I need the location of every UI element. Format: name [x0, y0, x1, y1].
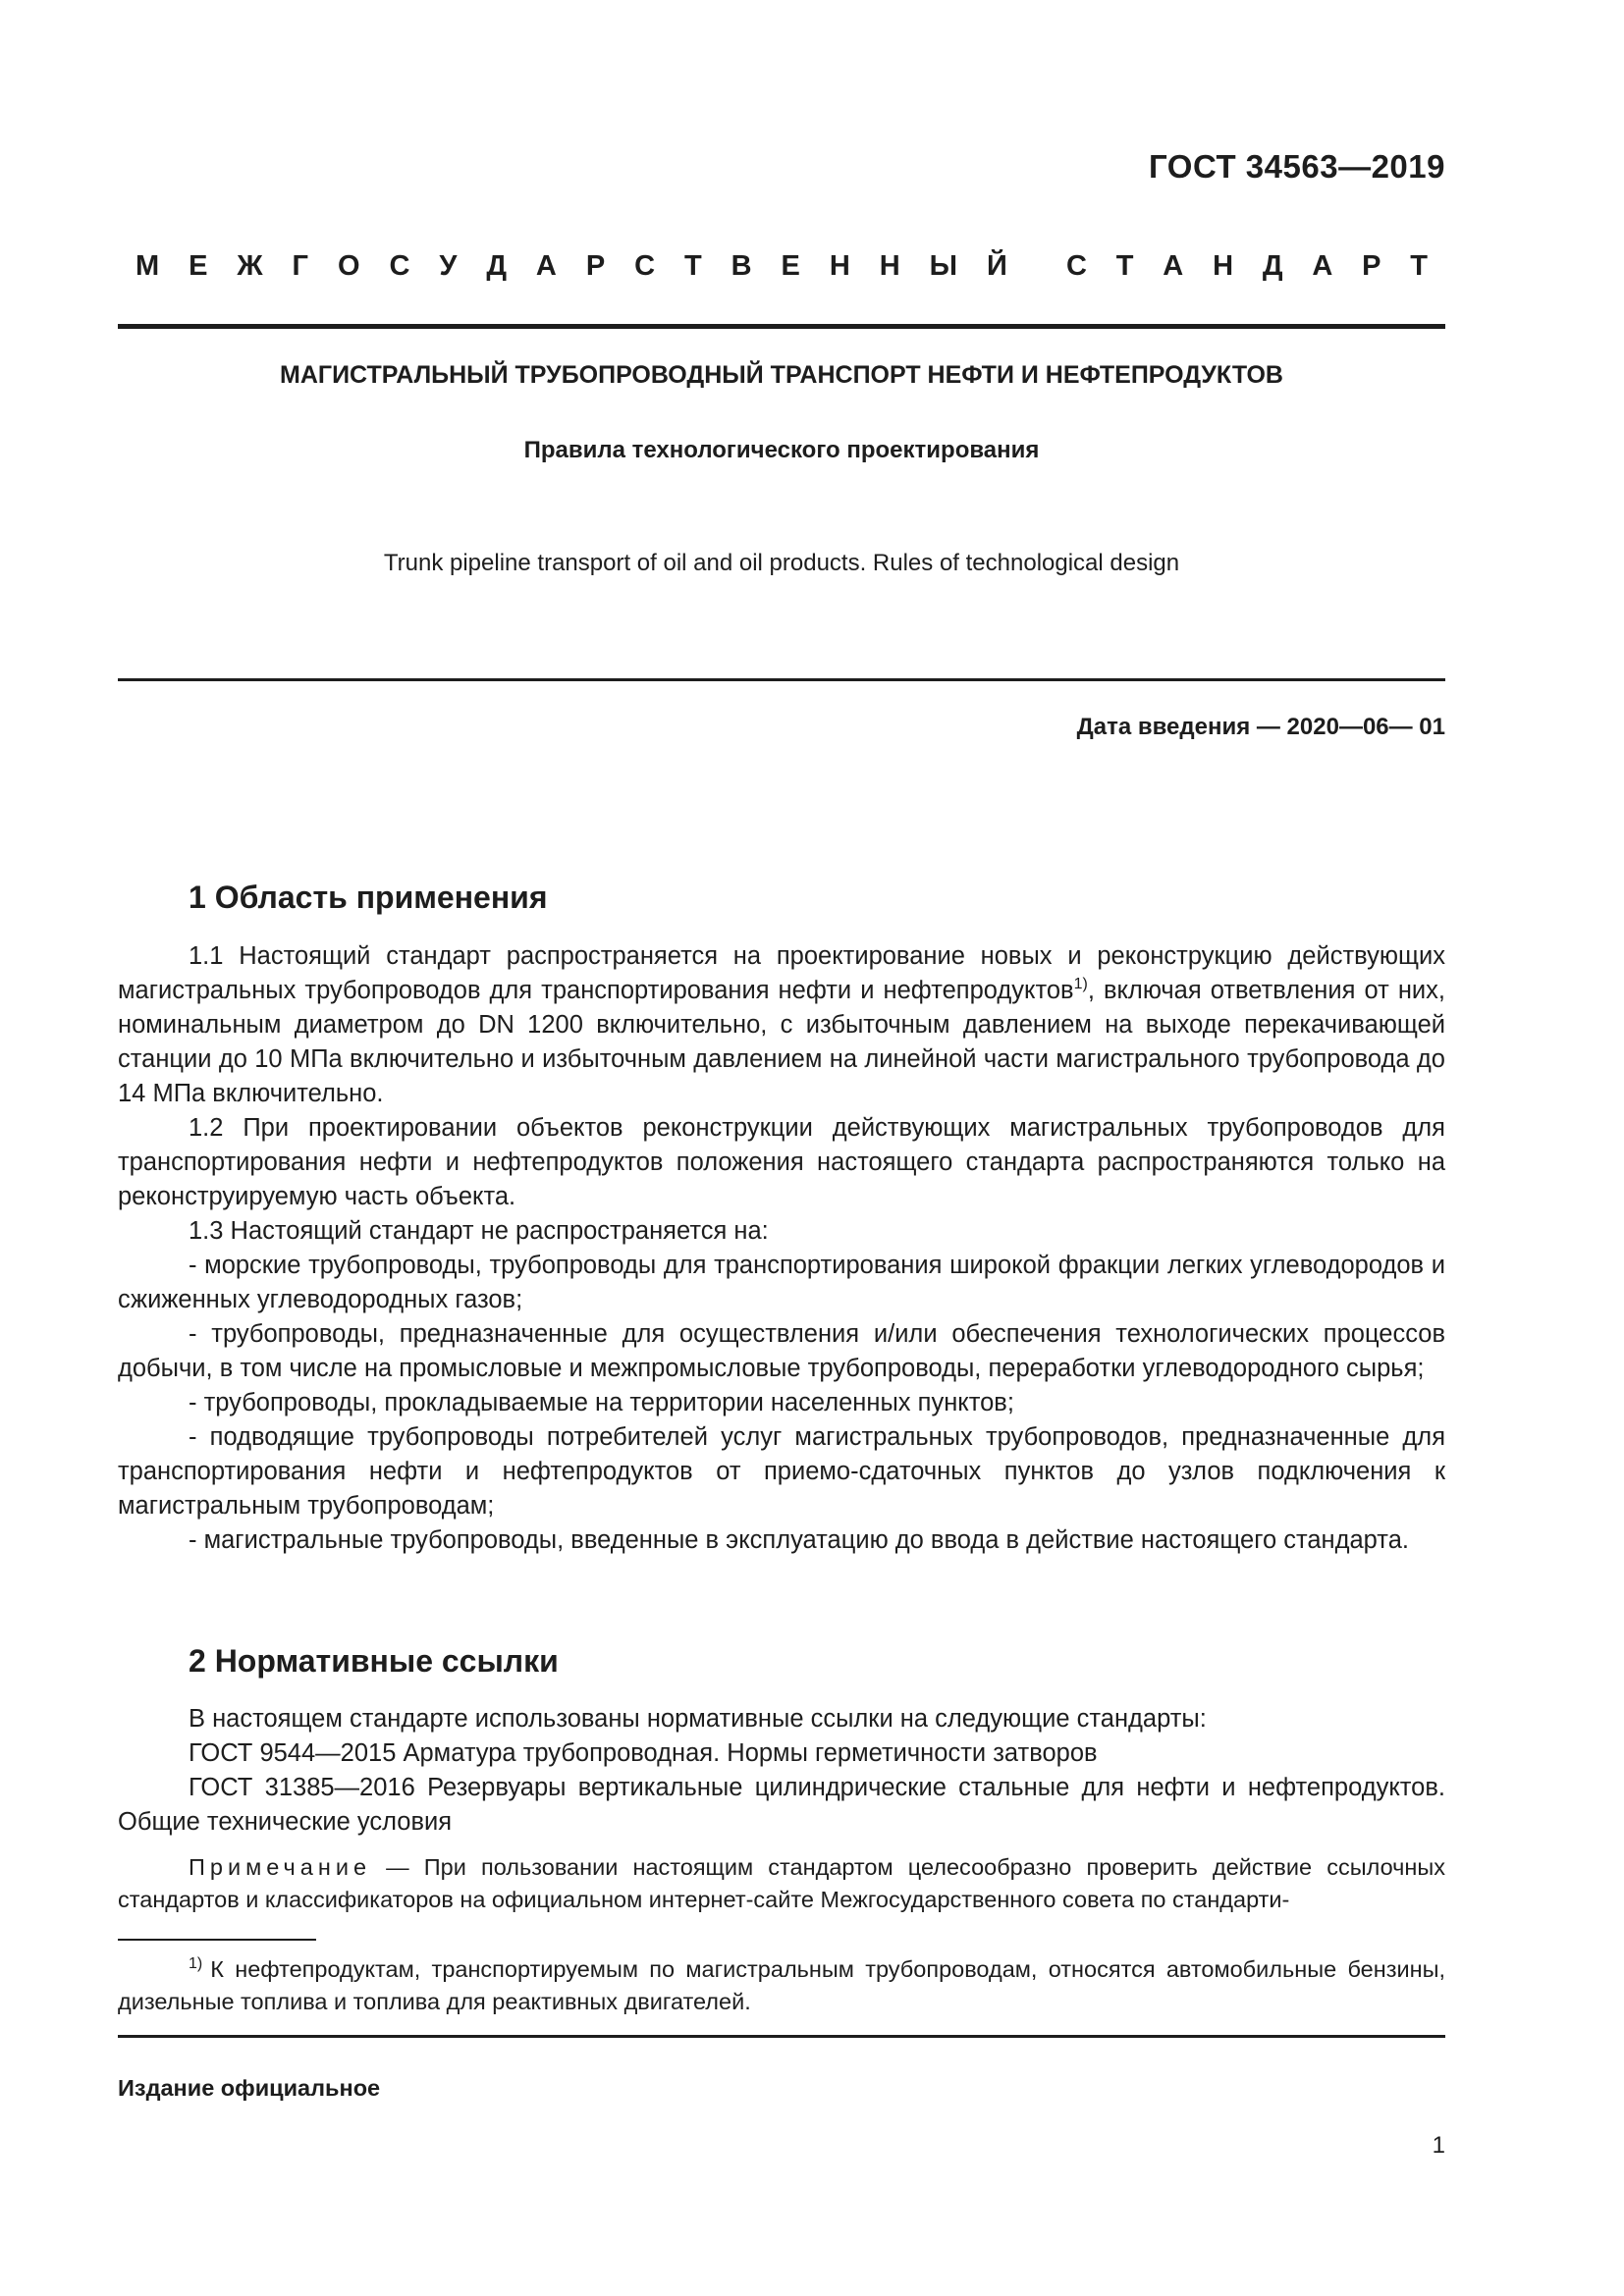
paragraph-text: , включая ответвления от них, номинальным диаметром до DN 1200 включительно, с избыточным давлением на выходе перекачивающей станции до 10 МПа включительно и избыточным давлением на линейной части магистрального трубопровода до 14 МПа включительно. — [118, 977, 1446, 1107]
footnote-mark: 1) — [189, 1955, 203, 1972]
kind-letter: Н — [1213, 250, 1234, 282]
footnote-rule — [118, 1939, 316, 1941]
paragraph-1-2: 1.2 При проектировании объектов реконструкции действующих магистральных трубопроводов для транспортирования нефти и нефтепродуктов положения настоящего стандарта распространяются только на реконструируемую часть объекта. — [118, 1114, 1445, 1210]
reference-item: ГОСТ 31385—2016 Резервуары вертикальные цилиндрические стальные для нефти и нефтепродуктов. Общие технические условия — [118, 1774, 1445, 1836]
document-subtitle: Правила технологического проектирования — [523, 437, 1040, 463]
references-intro: В настоящем стандарте использованы нормативные ссылки на следующие стандарты: — [189, 1705, 1207, 1733]
kind-letter: Т — [1115, 250, 1134, 282]
paragraph-text: 1.1 Настоящий стандарт распространяется на проектирование новых и реконструкцию действующих магистральных трубопроводов для транспортирования нефти и нефтепродуктов — [118, 942, 1445, 1004]
kind-letter: Р — [1362, 250, 1381, 282]
kind-letter: С — [1066, 250, 1087, 282]
header-rule — [118, 324, 1445, 329]
list-item: - магистральные трубопроводы, введенные в эксплуатацию до ввода в действие настоящего стандарта. — [189, 1526, 1409, 1554]
introduction-date: Дата введения — 2020—06— 01 — [1076, 714, 1445, 740]
kind-letter: Т — [683, 250, 702, 282]
standard-kind-word-interstate — [135, 250, 1007, 283]
paragraph-1-1 — [118, 939, 1445, 1111]
document-page — [118, 0, 1445, 2296]
kind-letter: Н — [829, 250, 850, 282]
section-body-references — [118, 1702, 1445, 1840]
note-text: — При пользовании настоящим стандартом целесообразно проверить действие ссылочных стандартов и классификаторов на официальном интернет-сайте Межгосударственного совета по стандарти- — [118, 1854, 1445, 1912]
kind-letter: М — [135, 250, 160, 282]
note-label: Примечание — [189, 1854, 372, 1880]
kind-letter: Д — [1262, 250, 1283, 282]
kind-letter: Е — [189, 250, 208, 282]
page-number: 1 — [1432, 2132, 1445, 2159]
footnote — [118, 1953, 1445, 2018]
kind-letter: Ы — [929, 250, 957, 282]
kind-letter: Ж — [237, 250, 263, 282]
list-item: - трубопроводы, прокладываемые на территории населенных пунктов; — [189, 1389, 1014, 1416]
kind-letter: В — [731, 250, 752, 282]
kind-letter: А — [535, 250, 557, 282]
title-rule — [118, 678, 1445, 681]
document-title-english: Trunk pipeline transport of oil and oil products. Rules of technological design — [383, 550, 1180, 576]
kind-letter: Е — [781, 250, 800, 282]
kind-letter: Д — [486, 250, 507, 282]
document-title: МАГИСТРАЛЬНЫЙ ТРУБОПРОВОДНЫЙ ТРАНСПОРТ НЕФТИ И НЕФТЕПРОДУКТОВ — [280, 361, 1283, 389]
section-body-scope — [118, 939, 1445, 1558]
kind-letter: С — [389, 250, 410, 282]
kind-letter: О — [337, 250, 360, 282]
footnote-marker: 1) — [1073, 976, 1088, 992]
list-item: - подводящие трубопроводы потребителей услуг магистральных трубопроводов, предназначенные для транспортирования нефти и нефтепродуктов от приемо-сдаточных пунктов до узлов подключения к магистральным трубопроводам; — [118, 1423, 1445, 1520]
kind-letter: Н — [879, 250, 900, 282]
kind-letter: А — [1163, 250, 1184, 282]
kind-letter: Т — [1410, 250, 1428, 282]
list-item: - морские трубопроводы, трубопроводы для транспортирования широкой фракции легких углеводородов и сжиженных углеводородных газов; — [118, 1252, 1445, 1313]
standard-kind — [135, 250, 1428, 283]
kind-letter: С — [634, 250, 656, 282]
note — [118, 1851, 1445, 1916]
paragraph-1-3: 1.3 Настоящий стандарт не распространяется на: — [189, 1217, 769, 1245]
section-heading-references: 2 Нормативные ссылки — [189, 1643, 559, 1679]
kind-letter: Г — [292, 250, 308, 282]
kind-letter: А — [1312, 250, 1333, 282]
standard-kind-word-standard — [1066, 250, 1428, 283]
footnote-text: К нефтепродуктам, транспортируемым по магистральным трубопроводам, относятся автомобильные бензины, дизельные топлива и топлива для реактивных двигателей. — [118, 1956, 1445, 2014]
kind-letter: У — [439, 250, 458, 282]
reference-item: ГОСТ 9544—2015 Арматура трубопроводная. Нормы герметичности затворов — [189, 1739, 1098, 1767]
footer-rule — [118, 2035, 1445, 2038]
official-edition-label: Издание официальное — [118, 2075, 381, 2101]
kind-letter: Р — [585, 250, 606, 282]
section-heading-scope: 1 Область применения — [189, 880, 548, 915]
kind-letter: Й — [986, 250, 1007, 282]
standard-number: ГОСТ 34563—2019 — [1149, 148, 1445, 185]
list-item: - трубопроводы, предназначенные для осуществления и/или обеспечения технологических процессов добычи, в том числе на промысловые и межпромысловые трубопроводы, переработки углеводородного сырья; — [118, 1320, 1445, 1382]
